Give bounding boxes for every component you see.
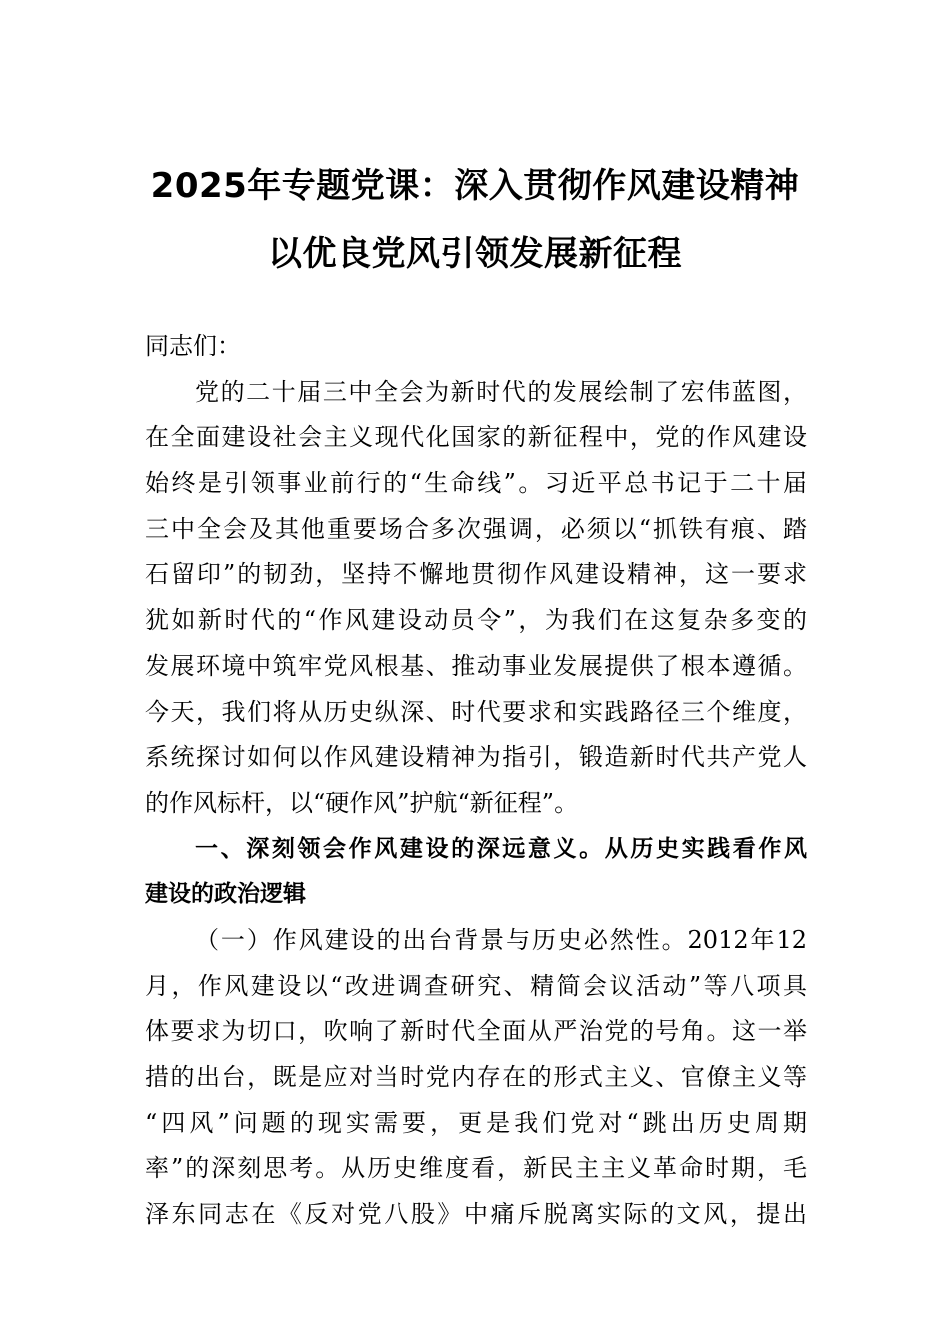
paragraph-line: 系统探讨如何以作风建设精神为指引，锻造新时代共产党人 bbox=[145, 743, 807, 772]
paragraph-line: 率”的深刻思考。从历史维度看，新民主主义革命时期，毛 bbox=[145, 1154, 807, 1183]
paragraph-line: 党的二十届三中全会为新时代的发展绘制了宏伟蓝图， bbox=[195, 377, 807, 406]
paragraph-line: 始终是引领事业前行的“生命线”。习近平总书记于二十届 bbox=[145, 469, 807, 498]
paragraph-line: “四风”问题的现实需要，更是我们党对“跳出历史周期 bbox=[145, 1108, 807, 1137]
document-body bbox=[145, 324, 807, 1238]
paragraph-line: 在全面建设社会主义现代化国家的新征程中，党的作风建设 bbox=[145, 423, 807, 452]
paragraph-line: 措的出台，既是应对当时党内存在的形式主义、官僚主义等 bbox=[145, 1063, 807, 1091]
paragraph-line: 发展环境中筑牢党风根基、推动事业发展提供了根本遵循。 bbox=[145, 651, 807, 680]
paragraph-line: 今天，我们将从历史纵深、时代要求和实践路径三个维度， bbox=[145, 697, 807, 726]
paragraph-line: 泽东同志在《反对党八股》中痛斥脱离实际的文风，提出 bbox=[145, 1200, 807, 1229]
paragraph-line: 体要求为切口，吹响了新时代全面从严治党的号角。这一举 bbox=[145, 1017, 807, 1046]
paragraph-line: 的作风标杆，以“硬作风”护航“新征程”。 bbox=[145, 788, 579, 817]
paragraph-line: 石留印”的韧劲，坚持不懈地贯彻作风建设精神，这一要求 bbox=[145, 560, 807, 589]
paragraph-line: 三中全会及其他重要场合多次强调，必须以“抓铁有痕、踏 bbox=[145, 514, 807, 543]
paragraph-line: （一）作风建设的出台背景与历史必然性。2012年12 bbox=[195, 925, 807, 954]
salutation: 同志们： bbox=[145, 332, 241, 360]
section-heading-line: 一、深刻领会作风建设的深远意义。从历史实践看作风 bbox=[195, 835, 807, 862]
document-title-line-1: 2025年专题党课：深入贯彻作风建设精神 bbox=[150, 166, 800, 206]
document-title-line-2: 以优良党风引领发展新征程 bbox=[268, 234, 682, 274]
section-heading-line: 建设的政治逻辑 bbox=[145, 881, 306, 908]
paragraph-line: 犹如新时代的“作风建设动员令”，为我们在这复杂多变的 bbox=[145, 606, 807, 635]
paragraph-line: 月，作风建设以“改进调查研究、精简会议活动”等八项具 bbox=[145, 971, 807, 1000]
